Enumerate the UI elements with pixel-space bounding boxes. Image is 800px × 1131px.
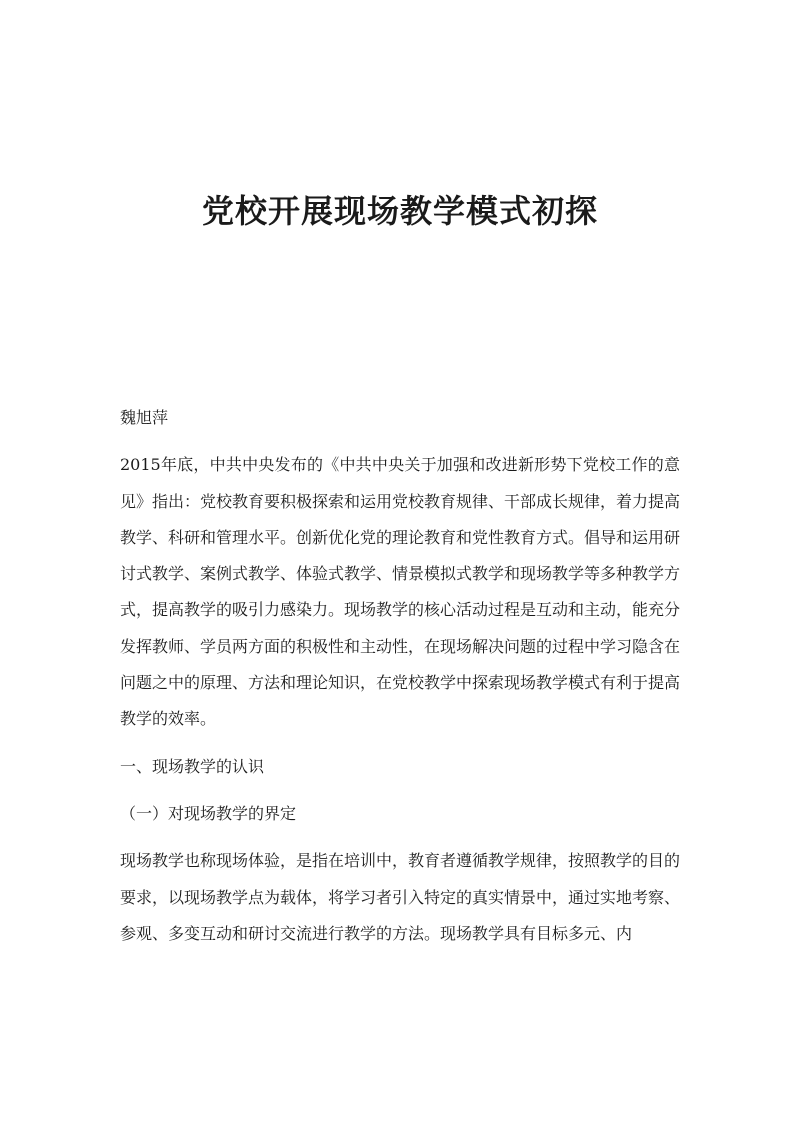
document-title: 党校开展现场教学模式初探 — [201, 192, 598, 230]
author-name: 魏旭萍 — [120, 408, 169, 427]
section-heading: 一、现场教学的认识 — [120, 756, 265, 776]
subsection-heading: （一）对现场教学的界定 — [120, 803, 297, 823]
document-body — [120, 400, 680, 963]
intro-paragraph: 2015年底，中共中央发布的《中共中央关于加强和改进新形势下党校工作的意见》指出：党校教育要积极探索和运用党校教育规律、干部成长规律，着力提高教学、科研和管理水平。创新优化党的理论教育和党性教育方式。倡导和运用研讨式教学、案例式教学、体验式教学、情景模拟式教学和现场教学等多种教学方式，提高教学的吸引力感染力。现场教学的核心活动过程是互动和主动，能充分发挥教师、学员两方面的积极性和主动性，在现场解决问题的过程中学习隐含在问题之中的原理、方法和理论知识，在党校教学中探索现场教学模式有利于提高教学的效率。 — [120, 455, 681, 729]
subsection-paragraph: 现场教学也称现场体验，是指在培训中，教育者遵循教学规律，按照教学的目的要求，以现场教学点为载体，将学习者引入特定的真实情景中，通过实地考察、参观、多变互动和研讨交流进行教学的方法。现场教学具有目标多元、内 — [120, 851, 681, 943]
